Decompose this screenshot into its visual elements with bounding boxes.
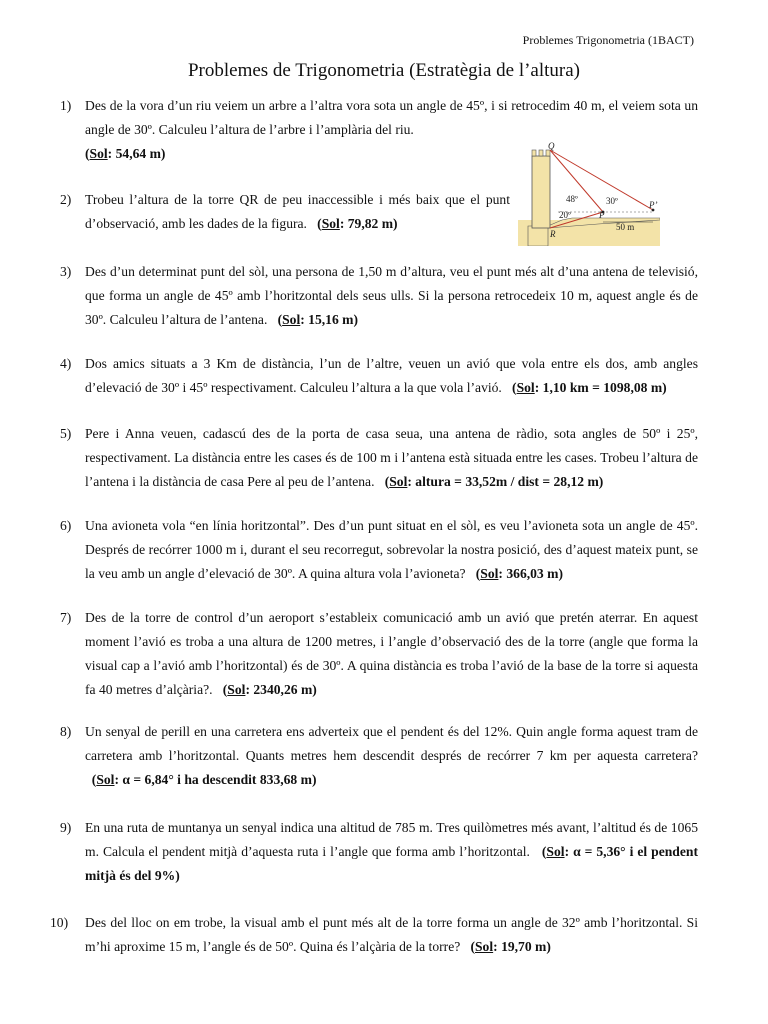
problem-number: 6): [60, 518, 72, 533]
problem-number: 10): [50, 915, 69, 930]
solution: (Sol: 366,03 m): [475, 566, 563, 581]
problem-10: [50, 911, 698, 959]
problem-statement: Des de la vora d’un riu veiem un arbre a l’altra vora sota un angle de 45º, i si retrocedim 40 m, el veiem sota un angle de 30º. Calculeu l’altura de l’arbre i l’amplària del riu.: [85, 98, 698, 137]
problem-4: [60, 352, 698, 400]
problem-text: [85, 606, 698, 702]
problem-number: 5): [60, 426, 72, 441]
solution-value: : 19,70 m): [493, 939, 551, 954]
page-header: Problemes Trigonometria (1BACT): [522, 33, 694, 47]
problem-number: 1): [60, 98, 72, 113]
distance-label: 50 m: [616, 222, 635, 232]
tower-battlement: [539, 150, 543, 156]
solution-value: : 79,82 m): [339, 216, 398, 231]
angle-20: 20º: [559, 210, 571, 220]
problem-statement: Un senyal de perill en una carretera ens adverteix que el pendent és del 12%. Quin angle forma aquest tram de carretera amb l’horitzontal. Quants metres hem descendit després de recórrer 7 km per aquesta carretera?: [85, 724, 698, 763]
solution: (Sol: 1,10 km = 1098,08 m): [512, 380, 667, 395]
solution-label: Sol: [516, 380, 535, 395]
problem-statement: Una avioneta vola “en línia horitzontal”. Des d’un punt situat en el sòl, es veu l’avioneta sota un angle de 45º. Després de recórrer 1000 m i, durant el seu recorregut, sobrevolar la nostra posició, des d’aquest mateix punt, se la veu amb un angle d’elevació de 30º. A quina altura vola l’avioneta?: [85, 518, 698, 581]
solution-value: : 366,03 m): [498, 566, 563, 581]
solution-label: Sol: [475, 939, 494, 954]
problem-8: [60, 720, 698, 792]
problem-text: [85, 720, 698, 792]
solution: (Sol: α = 6,84° i ha descendit 833,68 m): [91, 772, 317, 787]
solution-label: Sol: [227, 682, 246, 697]
solution-label: Sol: [389, 474, 408, 489]
tower: [532, 156, 550, 228]
tower-battlement: [532, 150, 536, 156]
problem-6: [60, 514, 698, 586]
solution: (Sol: 2340,26 m): [222, 682, 317, 697]
solution-value: : 54,64 m): [107, 146, 166, 161]
angle-48: 48º: [566, 194, 578, 204]
problem-number: 9): [60, 820, 72, 835]
problem-statement: Des del lloc on em trobe, la visual amb el punt més alt de la torre forma un angle de 32º amb l’horitzontal. Si m’hi aproxime 15 m, l’angle és de 50º. Quina és l’alçària de la torre?: [85, 915, 698, 954]
angle-30: 30º: [606, 196, 618, 206]
tower-figure: [518, 140, 660, 246]
problem-9: [60, 816, 698, 888]
label-q: Q: [548, 141, 555, 151]
solution-label: Sol: [546, 844, 565, 859]
solution-label: Sol: [480, 566, 499, 581]
problem-text: [85, 514, 698, 586]
problem-statement: Des d’un determinat punt del sòl, una persona de 1,50 m d’altura, veu el punt més alt d’una antena de televisió, que forma un angle de 45º amb l’horitzontal dels seus ulls. Si la persona retrocedeix 10 m, aquest angle és de 30º. Calculeu l’altura de l’antena.: [85, 264, 698, 327]
problem-number: 2): [60, 192, 72, 207]
solution-label: Sol: [321, 216, 340, 231]
page-title: Problemes de Trigonometria (Estratègia de l’altura): [187, 60, 581, 81]
solution: (Sol: altura = 33,52m / dist = 28,12 m): [384, 474, 604, 489]
solution-label: Sol: [96, 772, 115, 787]
solution-value: : altura = 33,52m / dist = 28,12 m): [407, 474, 604, 489]
solution-label: Sol: [282, 312, 301, 327]
problem-text: [85, 260, 698, 332]
label-p: P: [599, 210, 605, 220]
problem-5: [60, 422, 698, 494]
problem-text: [85, 422, 698, 494]
solution: (Sol: α = 5,36° i el pendent mitjà és del 9%): [85, 844, 698, 883]
label-r: R: [550, 229, 556, 239]
solution-value: : α = 6,84° i ha descendit 833,68 m): [114, 772, 317, 787]
problem-text: [85, 911, 698, 959]
solution-value: : 1,10 km = 1098,08 m): [534, 380, 667, 395]
solution-value: : 15,16 m): [300, 312, 359, 327]
solution: (Sol: 79,82 m): [317, 216, 398, 231]
solution: (Sol: 19,70 m): [470, 939, 551, 954]
problem-text: [85, 816, 698, 888]
problem-number: 4): [60, 356, 72, 371]
solution-value: : α = 5,36° i el pendent mitjà és del 9%): [85, 844, 698, 883]
problem-number: 7): [60, 610, 72, 625]
problem-3: [60, 260, 698, 332]
problem-statement: Dos amics situats a 3 Km de distància, l’un de l’altre, veuen un avió que vola entre els dos, amb angles d’elevació de 30º i 45º respectivament. Calculeu l’altura a la que vola l’avió.: [85, 356, 698, 395]
problem-number: 8): [60, 724, 72, 739]
problem-text: [85, 188, 510, 236]
solution: (Sol: 15,16 m): [277, 312, 359, 327]
problem-statement: Pere i Anna veuen, cadascú des de la porta de casa seua, una antena de ràdio, sota angles de 50º i 25º, respectivament. La distància entre les cases és de 100 m i l’antena està situada entre les cases. Trobeu l’altura de l’antena i la distància de casa Pere al peu de l’antena.: [85, 426, 698, 489]
problem-7: [60, 606, 698, 702]
problem-statement: En una ruta de muntanya un senyal indica una altitud de 785 m. Tres quilòmetres més avant, l’altitud és de 1065 m. Calcula el pendent mitjà d’aquesta ruta i l’angle que forma amb l’horitzontal.: [85, 820, 698, 859]
solution-value: : 2340,26 m): [245, 682, 317, 697]
problem-statement: Des de la torre de control d’un aeroport s’estableix comunicació amb un avió que pretén aterrar. En aquest moment l’avió es troba a una altura de 1200 metres, i l’angle d’observació des de la torre (angle que forma la visual cap a l’avió amb l’horitzontal) és de 30º. A quina distància es troba l’avió de la base de la torre si aquesta fa 40 metres d’alçària?.: [85, 610, 698, 697]
solution-label: Sol: [89, 146, 108, 161]
label-p2: P’: [649, 200, 658, 210]
problem-statement: Trobeu l’altura de la torre QR de peu inaccessible i més baix que el punt d’observació, amb les dades de la figura.: [85, 192, 510, 231]
problem-number: 3): [60, 264, 72, 279]
solution: (Sol: 54,64 m): [85, 146, 166, 161]
problem-text: [85, 352, 698, 400]
